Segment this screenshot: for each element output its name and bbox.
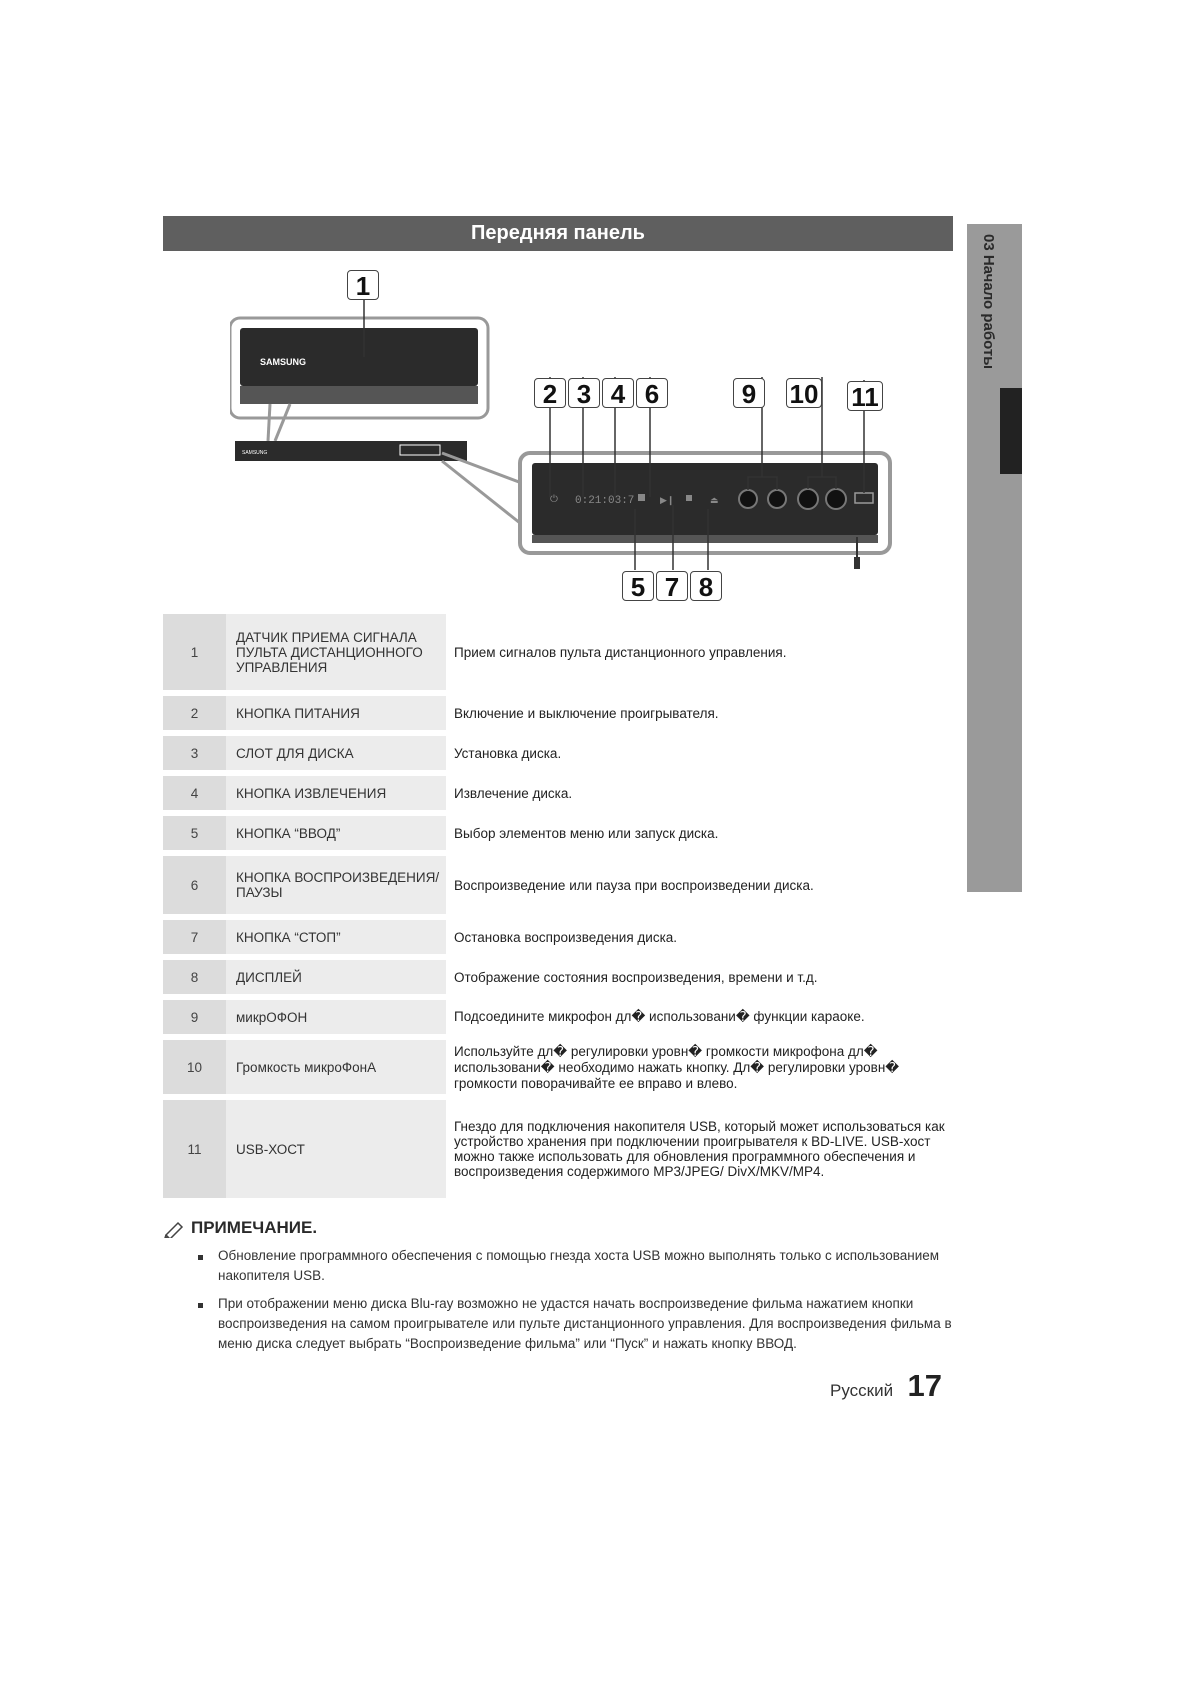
callout-5: 5: [622, 571, 654, 601]
row-name: USB-ХОСТ: [226, 1100, 446, 1204]
pencil-icon: [163, 1220, 185, 1238]
table-row: [163, 1040, 953, 1100]
row-name: Громкость микроФонА: [226, 1040, 446, 1100]
page-footer: [830, 1368, 942, 1408]
row-name: КНОПКА ВОСПРОИЗВЕДЕНИЯ/ ПАУЗЫ: [226, 856, 446, 920]
page-number: 17: [907, 1368, 943, 1403]
row-number: 1: [163, 614, 226, 696]
row-description: Подсоедините микрофон дл� использовани� функции караоке.: [446, 1000, 953, 1040]
row-name: микрОФОН: [226, 1000, 446, 1040]
callout-7: 7: [656, 571, 688, 601]
row-description: Используйте дл� регулировки уровн� громкости микрофона дл� использовани� необходимо нажать кнопку. Дл� регулировки уровн� громкости поворачивайте ее вправо и влево.: [446, 1040, 953, 1100]
brand-logo-large: SAMSUNG: [260, 357, 307, 367]
row-number: 7: [163, 920, 226, 960]
callout-11: 11: [847, 381, 883, 411]
row-name: КНОПКА ИЗВЛЕЧЕНИЯ: [226, 776, 446, 816]
row-number: 4: [163, 776, 226, 816]
row-number: 10: [163, 1040, 226, 1100]
footer-language: Русский: [830, 1381, 894, 1400]
table-row: [163, 696, 953, 736]
row-number: 2: [163, 696, 226, 736]
row-number: 11: [163, 1100, 226, 1204]
front-panel-diagram: [230, 265, 910, 605]
callout-8: 8: [690, 571, 722, 601]
row-description: Прием сигналов пульта дистанционного управления.: [446, 614, 953, 696]
chapter-label: 03 Начало работы: [980, 234, 997, 370]
chapter-side-tab: [967, 224, 1022, 892]
callout-9: 9: [733, 378, 765, 408]
row-description: Извлечение диска.: [446, 776, 953, 816]
table-row: [163, 920, 953, 960]
table-row: [163, 614, 953, 696]
row-number: 8: [163, 960, 226, 1000]
row-description: Отображение состояния воспроизведения, времени и т.д.: [446, 960, 953, 1000]
callout-3: 3: [568, 378, 600, 408]
row-description: Установка диска.: [446, 736, 953, 776]
svg-text:▶❙: ▶❙: [660, 495, 675, 505]
table-row: [163, 1100, 953, 1204]
row-number: 9: [163, 1000, 226, 1040]
display-readout: 0:21:03:7: [575, 495, 635, 507]
table-row: [163, 816, 953, 856]
row-name: ДИСПЛЕЙ: [226, 960, 446, 1000]
row-name: КНОПКА ПИТАНИЯ: [226, 696, 446, 736]
table-row: [163, 856, 953, 920]
front-panel-illustration: [230, 265, 910, 605]
table-row: [163, 736, 953, 776]
row-number: 6: [163, 856, 226, 920]
chapter-marker: [1000, 388, 1022, 474]
section-title: Передняя панель: [163, 216, 953, 251]
list-item: Обновление программного обеспечения с помощью гнезда хоста USB можно выполнять только с использованием накопителя USB.: [198, 1246, 958, 1286]
row-number: 3: [163, 736, 226, 776]
callout-10: 10: [786, 378, 822, 408]
row-description: Включение и выключение проигрывателя.: [446, 696, 953, 736]
note-heading: [163, 1218, 317, 1242]
table-row: [163, 960, 953, 1000]
svg-text:⏏: ⏏: [710, 495, 719, 505]
brand-logo-small: SAMSUNG: [242, 450, 268, 456]
row-number: 5: [163, 816, 226, 856]
callout-1: 1: [347, 270, 379, 300]
row-name: ДАТЧИК ПРИЕМА СИГНАЛА ПУЛЬТА ДИСТАНЦИОННОГО УПРАВЛЕНИЯ: [226, 614, 446, 696]
table-row: [163, 1000, 953, 1040]
table-row: [163, 776, 953, 816]
list-item: При отображении меню диска Blu-ray возможно не удастся начать воспроизведение фильма нажатием кнопки воспроизведения на самом проигрывателе или пульте дистанционного управления. Для воспроизведения фильма в меню диска следует выбрать “Воспроизведение фильма” или “Пуск” и нажать кнопку ВВОД.: [198, 1294, 958, 1354]
note-title: ПРИМЕЧАНИЕ.: [191, 1218, 318, 1237]
callout-2: 2: [534, 378, 566, 408]
svg-text:⏻: ⏻: [550, 494, 558, 505]
row-description: Гнездо для подключения накопителя USB, который может использоваться как устройство хранения при подключении проигрывателя к BD-LIVE. USB-хост можно также использовать для обновления программного обеспечения и воспроизведения содержимого MP3/JPEG/ DivX/MKV/MP4.: [446, 1100, 953, 1204]
note-list: [198, 1246, 958, 1362]
row-description: Остановка воспроизведения диска.: [446, 920, 953, 960]
front-panel-table: [163, 614, 953, 1204]
row-description: Воспроизведение или пауза при воспроизведении диска.: [446, 856, 953, 920]
row-description: Выбор элементов меню или запуск диска.: [446, 816, 953, 856]
row-name: СЛОТ ДЛЯ ДИСКА: [226, 736, 446, 776]
row-name: КНОПКА “СТОП”: [226, 920, 446, 960]
callout-4: 4: [602, 378, 634, 408]
callout-6: 6: [636, 378, 668, 408]
row-name: КНОПКА “ВВОД”: [226, 816, 446, 856]
